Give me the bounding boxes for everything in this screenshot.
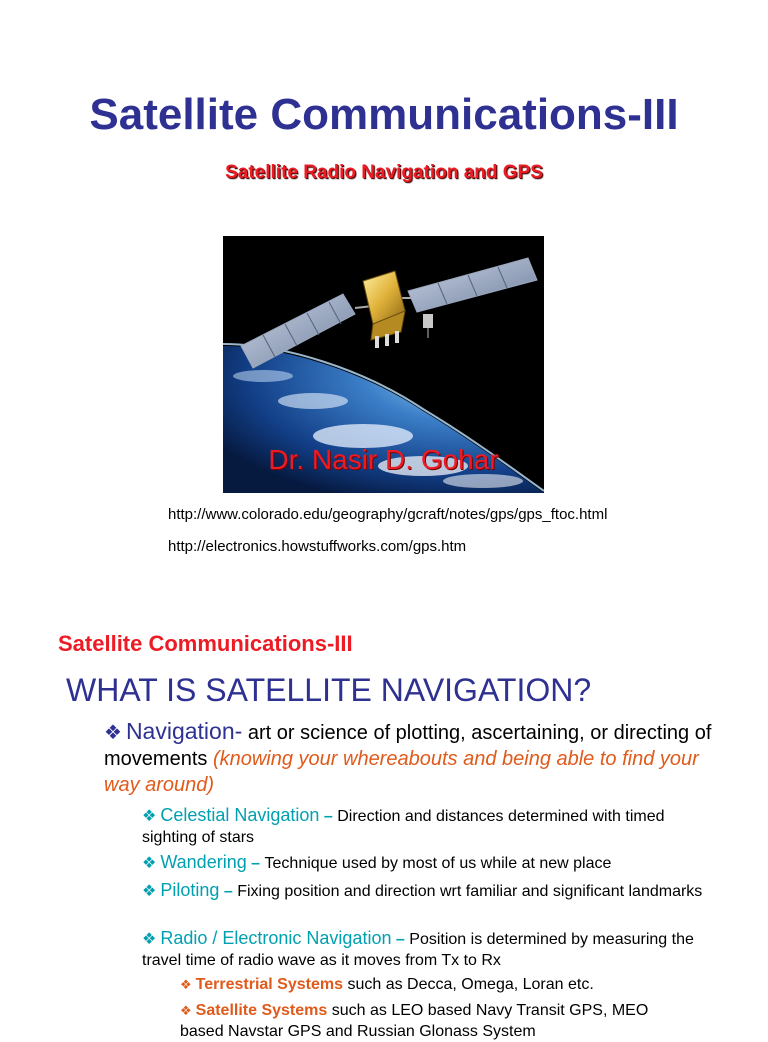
subsub-text: based Navstar GPS and Russian Glonass System <box>180 1023 536 1040</box>
reference-link[interactable]: http://electronics.howstuffworks.com/gps.htm <box>168 538 467 555</box>
sub-bullet-wandering <box>142 852 722 874</box>
sub-text: Position is determined by measuring the travel time of radio wave as it moves from Tx to Rx <box>142 931 694 969</box>
diamond-bullet-icon: ❖ <box>104 722 122 744</box>
reference-link[interactable]: http://www.colorado.edu/geography/gcraft/notes/gps/gps_ftoc.html <box>168 506 608 523</box>
author-name: Dr. Nasir D. Gohar <box>268 444 499 475</box>
sub-dash: – <box>219 883 238 900</box>
subsub-text: such as Decca, Omega, Loran etc. <box>343 976 594 993</box>
bullet-navigation <box>104 718 724 798</box>
bullet-italic-text: (knowing your whereabouts and being able to find your way around) <box>104 748 699 796</box>
sub-term: Wandering <box>160 852 247 872</box>
diamond-bullet-icon: ❖ <box>142 855 157 872</box>
subsub-bullet-satellite <box>180 1000 740 1021</box>
bullet-term: Navigation- <box>125 718 243 744</box>
subsub-text: such as LEO based Navy Transit GPS, MEO <box>327 1002 649 1019</box>
diamond-bullet-icon: ❖ <box>142 808 157 825</box>
sub-term: Piloting <box>160 880 220 900</box>
sub-bullet-radio-navigation <box>142 928 722 971</box>
sub-text: Technique used by most of us while at new place <box>264 855 612 872</box>
sub-dash: – <box>319 808 338 825</box>
sub-bullet-celestial <box>142 805 722 848</box>
slide2-header: Satellite Communications-III <box>58 631 353 656</box>
diamond-bullet-icon: ❖ <box>180 977 192 992</box>
subsub-term: Terrestrial Systems <box>195 976 343 993</box>
subsub-continuation <box>180 1021 740 1042</box>
sub-dash: – <box>246 855 265 872</box>
slide2-heading: WHAT IS SATELLITE NAVIGATION? <box>66 672 592 708</box>
sub-text: Fixing position and direction wrt familiar and significant landmarks <box>237 883 703 900</box>
sub-dash: – <box>391 931 410 948</box>
sub-term: Celestial Navigation <box>160 805 320 825</box>
sub-term: Radio / Electronic Navigation <box>160 928 392 948</box>
sub-text: Direction and distances determined with timed sighting of stars <box>142 808 665 846</box>
bullet-text: art or science of plotting, ascertaining, or directing of movements <box>104 722 712 770</box>
subsub-term: Satellite Systems <box>195 1002 328 1019</box>
slide-subtitle: Satellite Radio Navigation and GPS <box>225 162 543 183</box>
slide-title: Satellite Communications-III <box>89 90 679 139</box>
diamond-bullet-icon: ❖ <box>142 883 157 900</box>
sub-bullet-piloting <box>142 880 722 902</box>
diamond-bullet-icon: ❖ <box>142 931 157 948</box>
diamond-bullet-icon: ❖ <box>180 1003 192 1018</box>
subsub-bullet-terrestrial <box>180 974 740 995</box>
